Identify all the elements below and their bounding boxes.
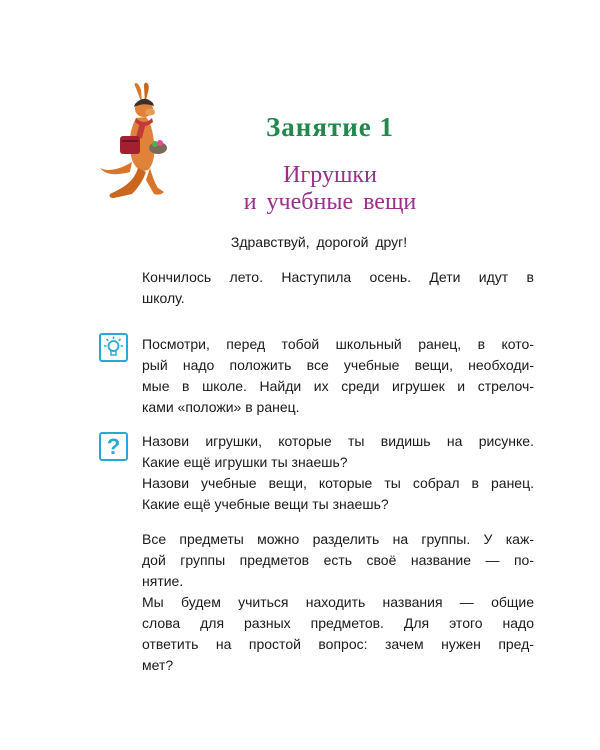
text-line: школу.: [142, 290, 185, 306]
question-task-marker: [99, 432, 128, 461]
lesson-title: Занятие 1: [266, 112, 394, 142]
text-line: ответить на простой вопрос: зачем нужен пред-: [142, 636, 534, 652]
think-task-marker: [99, 333, 128, 362]
text-line: Назови игрушки, которые ты видишь на рисунке.: [142, 433, 534, 449]
intro-paragraph: [142, 267, 534, 309]
subtitle-line-2: и учебные вещи: [243, 189, 417, 215]
text-line: рый надо положить все учебные вещи, необходи-: [142, 357, 534, 373]
text-line: Посмотри, перед тобой школьный ранец, в кото-: [142, 336, 534, 352]
text-line: Какие ещё игрушки ты знаешь?: [142, 454, 348, 470]
text-line: слова для разных предметов. Для этого надо: [142, 615, 534, 631]
lightbulb-icon: [101, 335, 126, 360]
lesson-subtitle: [0, 162, 600, 216]
text-line: мые в школе. Найди их среди игрушек и стрелоч-: [142, 378, 534, 394]
question-icon: ?: [106, 433, 121, 459]
text-line: Кончилось лето. Наступила осень. Дети идут в: [142, 269, 534, 285]
text-line: нятие.: [142, 573, 184, 589]
subtitle-line-1: Игрушки: [283, 162, 377, 188]
text-line: Какие ещё учебные вещи ты знаешь?: [142, 496, 389, 512]
greeting: Здравствуй, дорогой друг!: [230, 234, 408, 250]
look-task-paragraph: [142, 334, 534, 418]
questions-paragraph: [142, 431, 534, 515]
explanation-paragraph: [142, 529, 534, 676]
text-line: Назови учебные вещи, которые ты собрал в ранец.: [142, 475, 534, 491]
text-line: Все предметы можно разделить на группы. У каж-: [142, 531, 534, 547]
text-line: мет?: [142, 657, 174, 673]
text-line: ками «положи» в ранец.: [142, 399, 300, 415]
text-line: дой группы предметов есть своё название — по-: [142, 552, 534, 568]
text-line: Мы будем учиться находить названия — общие: [142, 594, 534, 610]
